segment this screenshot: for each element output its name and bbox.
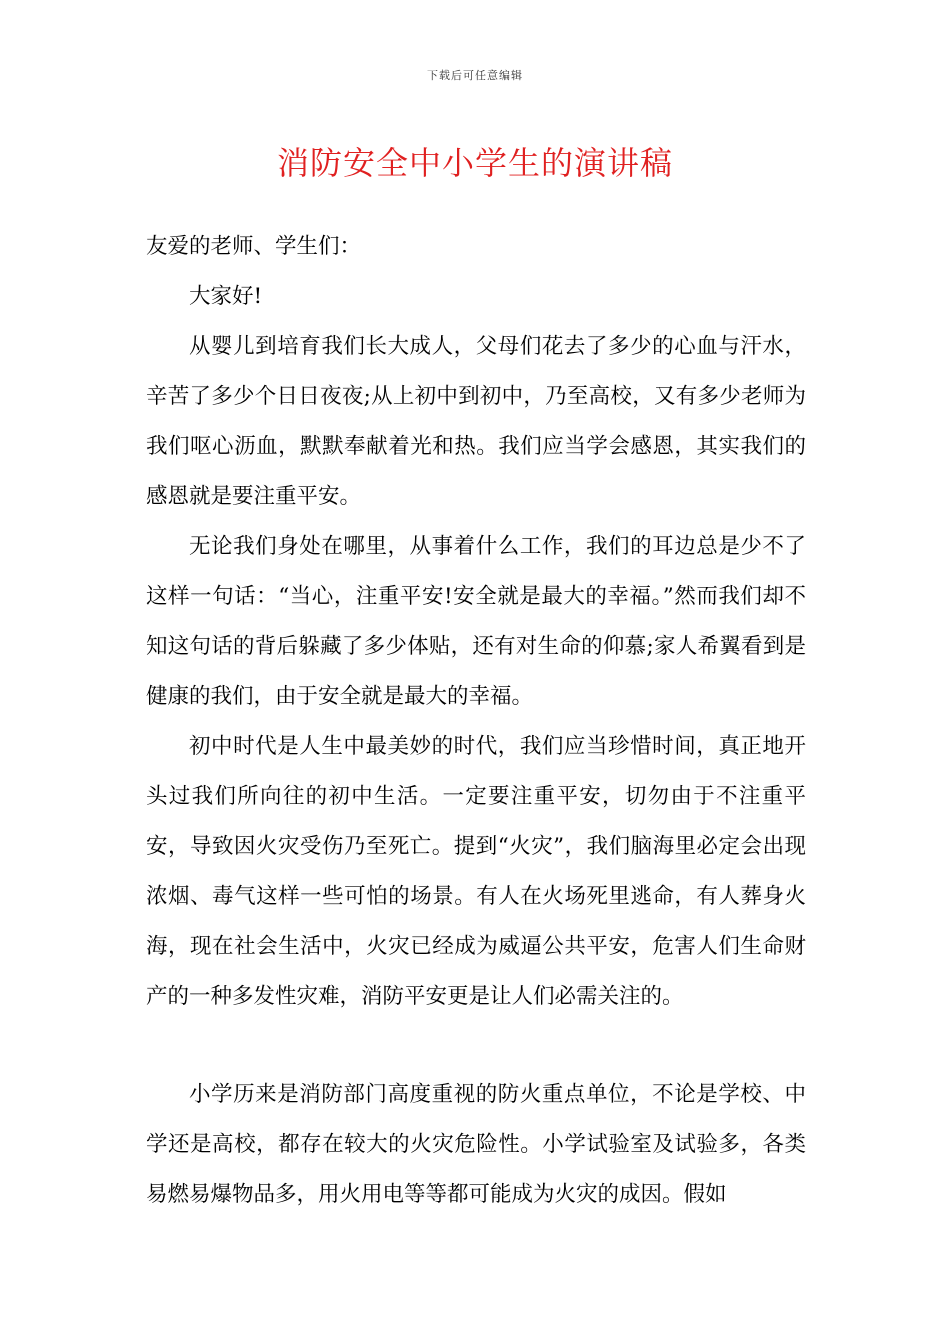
document-body (146, 222, 806, 1220)
salutation: 友爱的老师、学生们： (146, 234, 362, 259)
paragraph-4: 小学历来是消防部门高度重视的防火重点单位，不论是学校、中学还是高校，都存在较大的火灾危险性。小学试验室及试验多，各类易燃易爆物品多，用火用电等等都可能成为火灾的成因。假如 (146, 1082, 806, 1207)
greeting: 大家好! (189, 284, 263, 309)
paragraph-2: 无论我们身处在哪里，从事着什么工作，我们的耳边总是少不了这样一句话：“当心，注重平安!安全就是最大的幸福。”然而我们却不知这句话的背后躲藏了多少体贴，还有对生命的仰慕;家人希翼看到是健康的我们，由于安全就是最大的幸福。 (146, 534, 806, 709)
header-note: 下载后可任意编辑 (427, 69, 523, 82)
paragraph-1: 从婴儿到培育我们长大成人，父母们花去了多少的心血与汗水，辛苦了多少个日日夜夜;从上初中到初中，乃至高校，又有多少老师为我们呕心沥血，默默奉献着光和热。我们应当学会感恩，其实我们的感恩就是要注重平安。 (146, 334, 806, 509)
paragraph-3: 初中时代是人生中最美妙的时代，我们应当珍惜时间，真正地开头过我们所向往的初中生活。一定要注重平安，切勿由于不注重平安，导致因火灾受伤乃至死亡。提到“火灾”，我们脑海里必定会出现浓烟、毒气这样一些可怕的场景。有人在火场死里逃命，有人葬身火海，现在社会生活中，火灾已经成为威逼公共平安，危害人们生命财产的一种多发性灾难，消防平安更是让人们必需关注的。 (146, 734, 806, 1009)
paragraph-gap (146, 1022, 806, 1070)
document-title: 消防安全中小学生的演讲稿 (276, 144, 673, 182)
